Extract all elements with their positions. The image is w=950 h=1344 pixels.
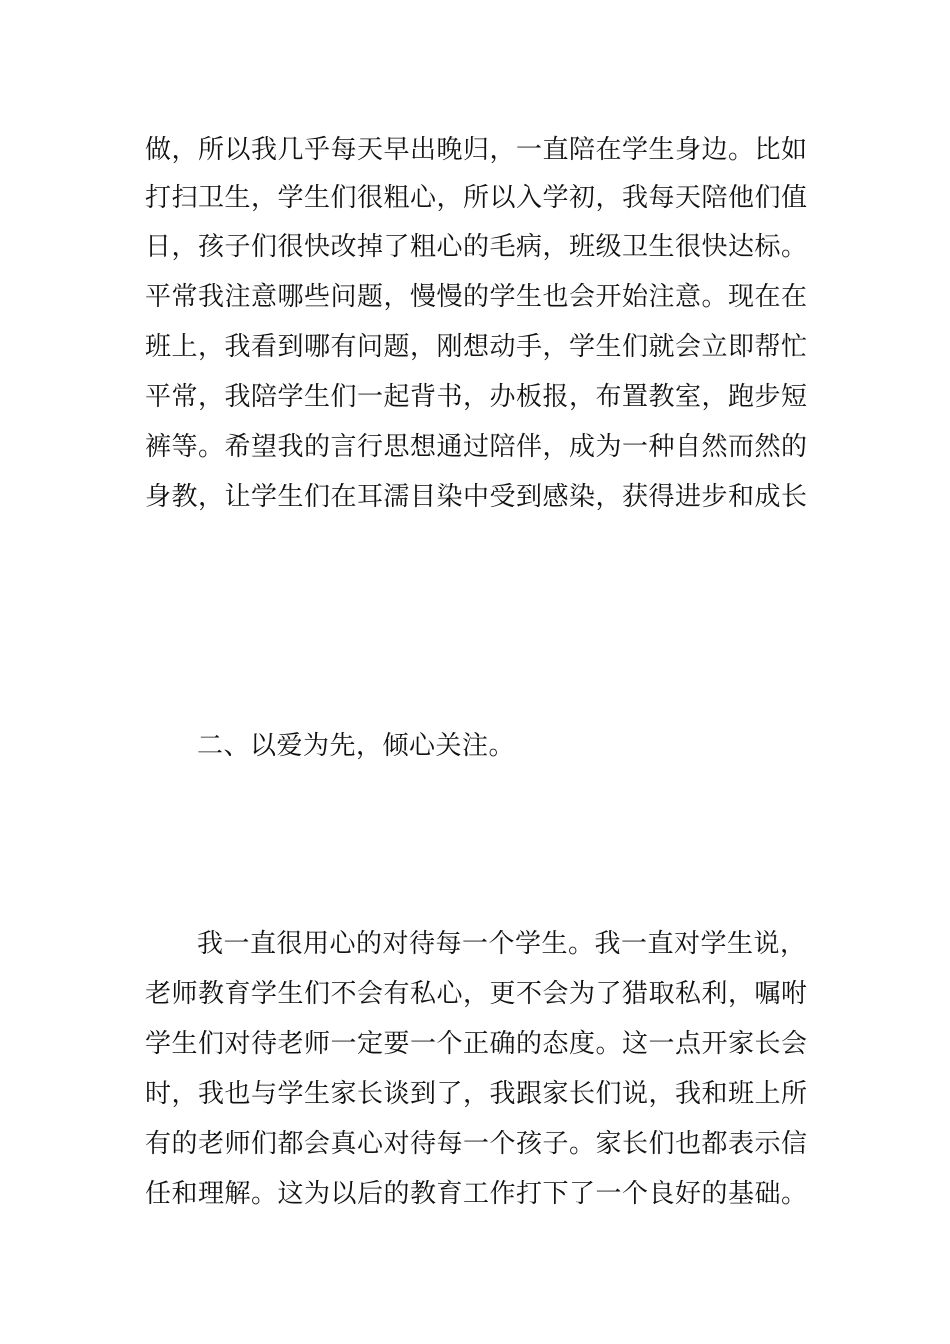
paragraph-line: 身教，让学生们在耳濡目染中受到感染，获得进步和成长 [145,482,808,512]
paragraph-line: 打扫卫生，学生们很粗心，所以入学初，我每天陪他们值 [145,183,808,213]
section-heading: 二、以爱为先，倾心关注。 [197,731,516,761]
paragraph-line: 时，我也与学生家长谈到了，我跟家长们说，我和班上所 [145,1079,808,1109]
paragraph-line: 平常，我陪学生们一起背书，办板报，布置教室，跑步短 [145,382,808,412]
paragraph-line: 日，孩子们很快改掉了粗心的毛病，班级卫生很快达标。 [145,232,808,262]
paragraph-line: 我一直很用心的对待每一个学生。我一直对学生说， [197,929,807,959]
paragraph-line: 平常我注意哪些问题，慢慢的学生也会开始注意。现在在 [145,282,808,312]
paragraph-line: 老师教育学生们不会有私心，更不会为了猎取私利，嘱咐 [145,979,808,1009]
paragraph-line: 任和理解。这为以后的教育工作打下了一个良好的基础。 [145,1179,808,1209]
paragraph-line: 裤等。希望我的言行思想通过陪伴，成为一种自然而然的 [145,432,808,462]
paragraph-line: 学生们对待老师一定要一个正确的态度。这一点开家长会 [145,1029,808,1059]
paragraph-line: 有的老师们都会真心对待每一个孩子。家长们也都表示信 [145,1129,808,1159]
paragraph-line: 班上，我看到哪有问题，刚想动手，学生们就会立即帮忙 [145,332,808,362]
paragraph-line: 做，所以我几乎每天早出晚归，一直陪在学生身边。比如 [145,135,808,165]
